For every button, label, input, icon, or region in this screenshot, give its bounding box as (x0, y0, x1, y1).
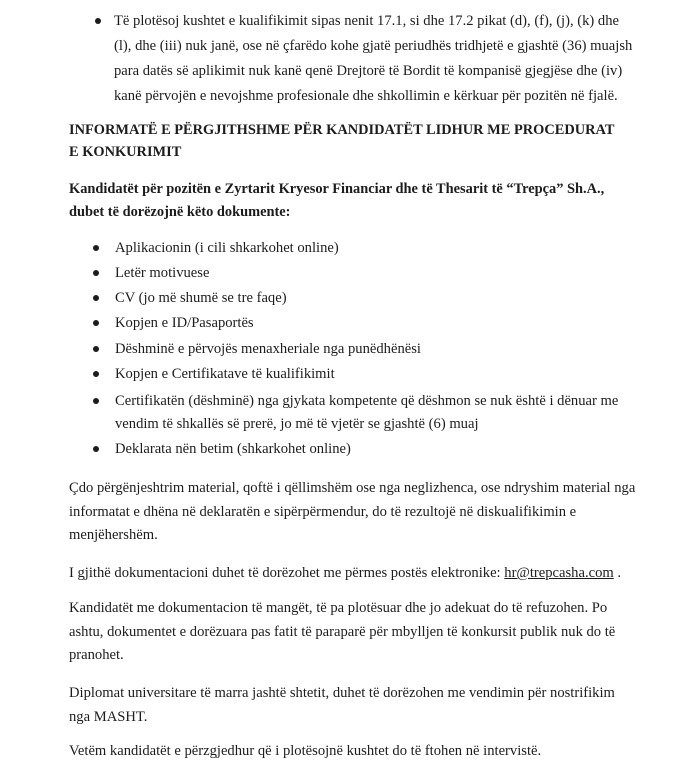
document-item: Certifikatën (dëshminë) nga gjykata kompetente që dëshmon se nuk është i dënuar me (115, 393, 619, 409)
section-heading: E KONKURIMIT (69, 144, 182, 160)
eligibility-line: Të plotësoj kushtet e kualifikimit sipas nenit 17.1, si dhe 17.2 pikat (d), (f), (j), (k) dhe (114, 13, 620, 29)
document-item: CV (jo më shumë se tre faqe) (115, 290, 287, 306)
misrepresentation-paragraph: informatat e dhëna në deklaratën e sipërpërmendur, do të rezultojë në diskualifikimin e (69, 504, 577, 520)
bullet-icon (93, 371, 99, 377)
diplomas-paragraph: nga MASHT. (69, 709, 148, 725)
bullet-icon (93, 346, 99, 352)
incomplete-docs-paragraph: pranohet. (69, 647, 124, 663)
bullet-icon (93, 398, 99, 404)
section-heading: INFORMATË E PËRGJITHSHME PËR KANDIDATËT LIDHUR ME PROCEDURAT (69, 122, 615, 138)
diplomas-paragraph: Diplomat universitare të marra jashtë shtetit, duhet të dorëzohen me vendimin për nostrifikim (69, 685, 615, 701)
bullet-icon (93, 270, 99, 276)
documents-intro: Kandidatët për pozitën e Zyrtarit Kryesor Financiar dhe të Thesarit të “Trepça” Sh.A., (69, 181, 605, 197)
documents-intro: dubet të dorëzojnë këto dokumente: (69, 204, 291, 220)
submission-text: I gjithë dokumentacioni duhet të dorëzohet me përmes postës elektronike: (69, 565, 501, 581)
document-item: Deklarata nën betim (shkarkohet online) (115, 441, 351, 457)
misrepresentation-paragraph: Çdo përgënjeshtrim material, qoftë i qëllimshëm ose nga neglizhenca, ose ndryshim material nga (69, 480, 636, 496)
bullet-icon (93, 245, 99, 251)
eligibility-line: (l), dhe (iii) nuk janë, ose në çfarëdo kohe gjatë periudhës tridhjetë e gjashtë (36) muajsh (114, 38, 633, 54)
incomplete-docs-paragraph: Kandidatët me dokumentacion të mangët, të pa plotësuar dhe jo adekuat do të refuzohen. Po (69, 600, 608, 616)
bullet-icon (95, 18, 101, 24)
document-item: Kopjen e Certifikatave të kualifikimit (115, 366, 335, 382)
bullet-icon (93, 446, 99, 452)
document-item: Letër motivuese (115, 265, 210, 281)
document-item: Kopjen e ID/Pasaportës (115, 315, 254, 331)
interview-paragraph: Vetëm kandidatët e përzgjedhur që i plotësojnë kushtet do të ftohen në intervistë. (69, 743, 542, 759)
misrepresentation-paragraph: menjëhershëm. (69, 527, 158, 543)
submission-end: . (617, 565, 622, 581)
eligibility-line: kanë përvojën e nevojshme profesionale dhe shkollimin e kërkuar për pozitën në fjalë. (114, 88, 618, 104)
document-item: Aplikacionin (i cili shkarkohet online) (115, 240, 339, 256)
bullet-icon (93, 295, 99, 301)
incomplete-docs-paragraph: ashtu, dokumentet e dorëzuara pas fatit të paraparë për mbylljen të konkursit publik nuk do të (69, 624, 616, 640)
eligibility-line: para datës së aplikimit nuk kanë qenë Drejtorë të Bordit të kompanisë gjegjëse dhe (iv) (114, 63, 623, 79)
email-link[interactable]: hr@trepcasha.com (504, 565, 614, 581)
bullet-icon (93, 320, 99, 326)
document-item-continued: vendim të shkallës së prerë, jo më të vjetër se gjashtë (6) muaj (115, 416, 479, 432)
submission-paragraph (69, 564, 621, 582)
document-item: Dëshminë e përvojës menaxheriale nga punëdhënësi (115, 341, 421, 357)
